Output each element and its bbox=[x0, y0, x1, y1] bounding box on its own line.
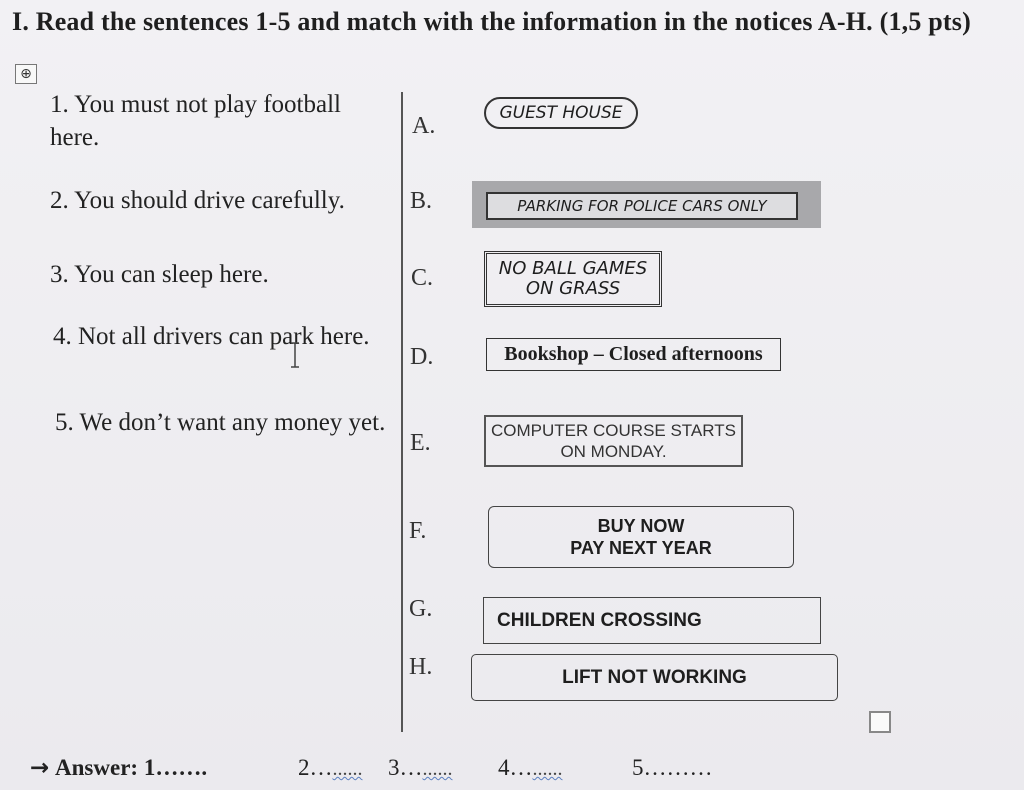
notice-g-text: CHILDREN CROSSING bbox=[497, 609, 702, 631]
notice-e-line-2: ON MONDAY. bbox=[560, 442, 667, 461]
sentence-1: 1. You must not play football here. bbox=[50, 91, 341, 151]
notice-letter-b: B. bbox=[410, 188, 433, 214]
notice-letter-f: F. bbox=[409, 518, 427, 544]
answer-slot-4[interactable] bbox=[498, 755, 563, 781]
notice-letter-e: E. bbox=[410, 430, 431, 456]
column-divider bbox=[401, 92, 403, 732]
sentence-4: 4. Not all drivers can park here. bbox=[53, 323, 370, 350]
answer-slot-4-label: 4… bbox=[498, 755, 533, 780]
text-cursor-icon bbox=[289, 341, 301, 369]
notice-letter-d: D. bbox=[410, 344, 434, 370]
notice-h-text: LIFT NOT WORKING bbox=[562, 666, 747, 688]
arrow-right-icon: → bbox=[30, 755, 50, 781]
answer-slot-2-label: 2… bbox=[298, 755, 333, 780]
checkbox[interactable] bbox=[869, 711, 891, 733]
answer-label bbox=[30, 755, 207, 781]
answer-slot-3[interactable] bbox=[388, 755, 453, 781]
notice-letter-g: G. bbox=[409, 596, 433, 622]
notice-letter-c: C. bbox=[411, 265, 434, 291]
notice-f-sign bbox=[488, 506, 794, 568]
notice-f-line-1: BUY NOW bbox=[597, 516, 685, 536]
answer-slot-3-label: 3… bbox=[388, 755, 423, 780]
notice-e-sign bbox=[484, 415, 743, 467]
notice-g-sign bbox=[483, 597, 821, 644]
notice-h-sign bbox=[471, 654, 838, 701]
notice-c-line-1: NO BALL GAMES bbox=[498, 258, 648, 279]
notice-a-text: GUEST HOUSE bbox=[499, 103, 623, 123]
notice-c-sign bbox=[484, 251, 662, 307]
answer-text: Answer: 1……. bbox=[55, 755, 208, 780]
answer-slot-3-filler: ...... bbox=[422, 758, 453, 780]
notice-b-sign bbox=[486, 192, 798, 220]
notice-d-sign bbox=[486, 338, 781, 371]
notice-letter-h: H. bbox=[409, 654, 433, 680]
answer-slot-2-filler: ...... bbox=[332, 758, 363, 780]
answer-slot-2[interactable] bbox=[298, 755, 363, 781]
notice-e-line-1: COMPUTER COURSE STARTS bbox=[491, 421, 736, 440]
answer-slot-5-label: 5……… bbox=[632, 755, 713, 780]
notice-d-text: Bookshop – Closed afternoons bbox=[504, 343, 763, 365]
notice-a-sign bbox=[484, 97, 638, 129]
notice-f-line-2: PAY NEXT YEAR bbox=[570, 538, 712, 558]
answer-slot-4-filler: ...... bbox=[532, 758, 563, 780]
notice-letter-a: A. bbox=[412, 113, 436, 139]
sentence-3: 3. You can sleep here. bbox=[50, 261, 269, 288]
sentence-5: 5. We don’t want any money yet. bbox=[55, 409, 386, 436]
notice-b-text: PARKING FOR POLICE CARS ONLY bbox=[517, 197, 767, 215]
sentence-2: 2. You should drive carefully. bbox=[50, 187, 345, 214]
table-move-handle-icon[interactable]: ⊕ bbox=[15, 64, 37, 84]
exercise-title: I. Read the sentences 1-5 and match with the information in the notices A-H. (1,5 pts) bbox=[12, 7, 971, 36]
notice-c-line-2: ON GRASS bbox=[525, 278, 621, 299]
answer-slot-5[interactable] bbox=[632, 755, 713, 781]
